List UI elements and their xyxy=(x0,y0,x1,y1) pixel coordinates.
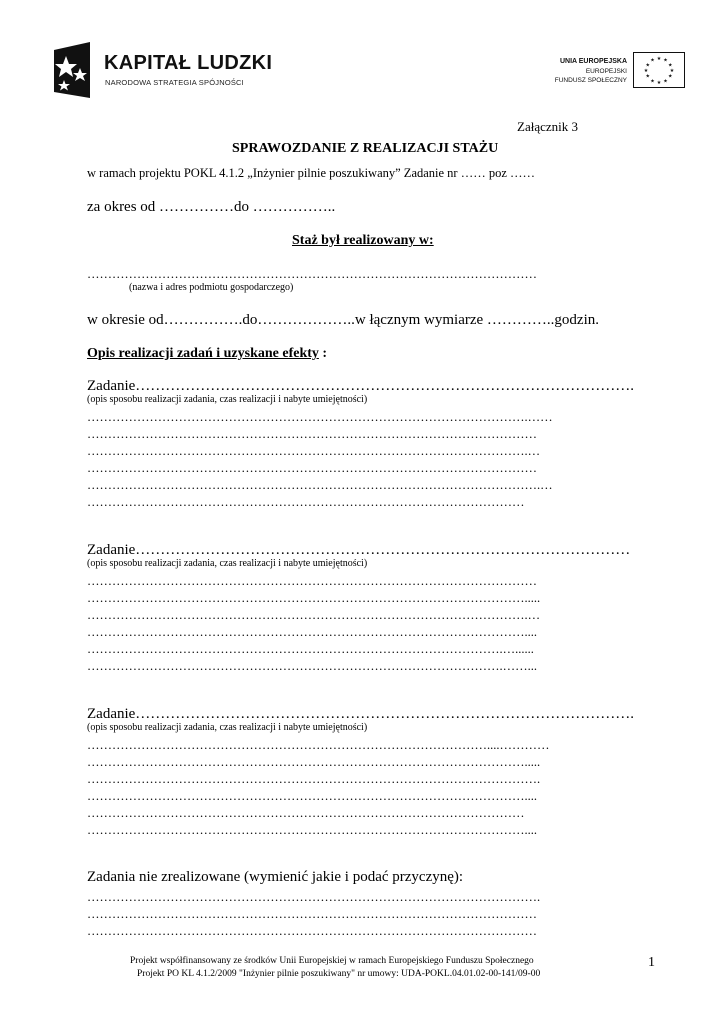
task-2-line: ……………………………………………………………………………………………..... xyxy=(87,591,541,605)
task-3-line: ……………………………………………………………………………………....………… xyxy=(87,738,550,752)
footer-line-1: Projekt współfinansowany ze środków Unii Europejskiej w ramach Europejskiego Funduszu Społecznego xyxy=(130,956,534,966)
kapital-ludzki-logo xyxy=(50,42,273,102)
svg-text:★: ★ xyxy=(645,73,650,80)
kapital-ludzki-emblem-icon xyxy=(50,42,98,98)
timeframe-line: w okresie od…………….do………………..w łącznym wymiarze …………..godzin. xyxy=(87,312,599,328)
document-title: SPRAWOZDANIE Z REALIZACJI STAŻU xyxy=(232,141,499,156)
task-2-hint: (opis sposobu realizacji zadania, czas realizacji i nabyte umiejętności) xyxy=(87,558,368,569)
svg-text:★: ★ xyxy=(645,62,650,69)
task-3-line: …………………………………………………………………………………………….... xyxy=(87,823,537,837)
eu-logo xyxy=(540,48,685,92)
task-1-line: ……………………………………………………………………………………………….… xyxy=(87,478,553,492)
realized-heading: Staż był realizowany w: xyxy=(292,233,434,248)
task-1-line: ……………………………………………………………………………………………… xyxy=(87,461,537,475)
logo-title: KAPITAŁ LUDZKI xyxy=(104,52,273,74)
svg-text:★: ★ xyxy=(668,73,673,80)
task-2-line: ……………………………………………………………………………………………… xyxy=(87,574,537,588)
period-line: za okres od ……………do …………….. xyxy=(87,199,336,215)
task-1-hint: (opis sposobu realizacji zadania, czas realizacji i nabyte umiejętności) xyxy=(87,394,368,405)
eu-label-european: EUROPEJSKI xyxy=(585,68,627,75)
project-line: w ramach projektu POKL 4.1.2 „Inżynier pilnie poszukiwany” Zadanie nr …… poz …… xyxy=(87,166,536,180)
not-realized-line: ……………………………………………………………………………………………… xyxy=(87,907,537,921)
svg-text:★: ★ xyxy=(650,57,655,64)
task-1-line: ……………………………………………………………………………………………… xyxy=(87,427,537,441)
entity-field: ……………………………………………………………………………………………… xyxy=(87,267,537,281)
page-number: 1 xyxy=(648,955,655,970)
attachment-label: Załącznik 3 xyxy=(517,119,578,134)
task-1-line: …………………………………………………………………………………………….…… xyxy=(87,410,553,424)
task-1-line: …………………………………………………………………………………………… xyxy=(87,495,525,509)
tasks-heading-colon: : xyxy=(318,346,328,361)
tasks-heading xyxy=(87,346,327,362)
svg-text:★: ★ xyxy=(669,68,675,74)
task-3-line: …………………………………………………………………………………………….... xyxy=(87,789,537,803)
task-3-line: ……………………………………………………………………………………………..... xyxy=(87,755,541,769)
task-1-line: …………………………………………………………………………………………….… xyxy=(87,444,541,458)
task-2-line: ……………………………………………………………………………………….…...... xyxy=(87,642,534,656)
not-realized-line: ………………………………………………………………………………………………. xyxy=(87,890,541,904)
svg-text:★: ★ xyxy=(663,57,668,64)
eu-label-fund: FUNDUSZ SPOŁECZNY xyxy=(554,77,627,84)
svg-text:★: ★ xyxy=(650,78,655,85)
svg-text:★: ★ xyxy=(668,62,673,69)
logo-subtitle: NARODOWA STRATEGIA SPÓJNOŚCI xyxy=(105,78,244,87)
task-3-hint: (opis sposobu realizacji zadania, czas realizacji i nabyte umiejętności) xyxy=(87,722,368,733)
task-3-line: ………………………………………………………………………………………………. xyxy=(87,772,541,786)
not-realized-label: Zadania nie zrealizowane (wymienić jakie i podać przyczynę): xyxy=(87,869,464,885)
task-3-line: …………………………………………………………………………………………… xyxy=(87,806,525,820)
task-2-line: ……………………………………………………………………………………….……... xyxy=(87,659,537,673)
not-realized-line: ……………………………………………………………………………………………… xyxy=(87,924,537,938)
svg-text:★: ★ xyxy=(663,78,668,85)
task-2-label: Zadanie……………………………………………………………………………………… xyxy=(87,542,631,558)
svg-text:★: ★ xyxy=(656,56,662,62)
tasks-heading-text: Opis realizacji zadań i uzyskane efekty xyxy=(87,346,319,361)
eu-flag-icon xyxy=(633,52,685,88)
task-2-line: …………………………………………………………………………………………….… xyxy=(87,608,541,622)
task-1-label: Zadanie………………………………………………………………………………………. xyxy=(87,378,635,394)
footer-line-2: Projekt PO KL 4.1.2/2009 "Inżynier pilnie poszukiwany" nr umowy: UDA-POKL.04.01.02-00-141/09-00 xyxy=(137,969,541,979)
svg-text:★: ★ xyxy=(656,80,662,86)
svg-text:★: ★ xyxy=(643,68,649,74)
task-3-label: Zadanie………………………………………………………………………………………. xyxy=(87,706,635,722)
task-2-line: …………………………………………………………………………………………….... xyxy=(87,625,537,639)
entity-hint: (nazwa i adres podmiotu gospodarczego) xyxy=(129,282,294,293)
eu-label-union: UNIA EUROPEJSKA xyxy=(559,58,627,65)
